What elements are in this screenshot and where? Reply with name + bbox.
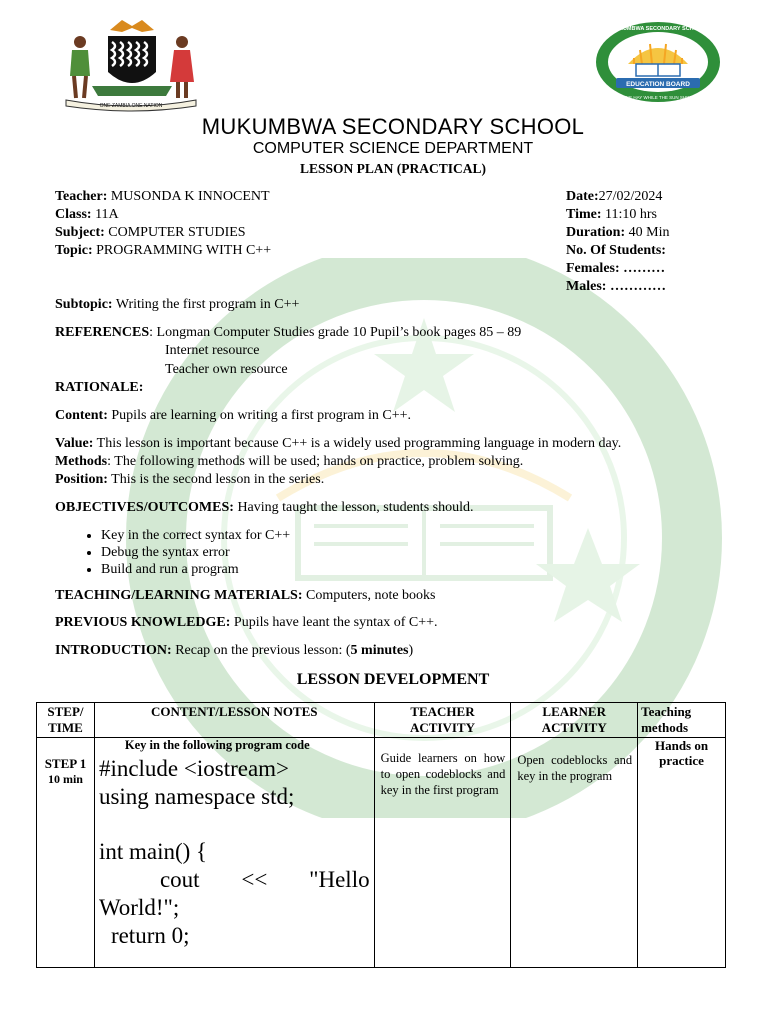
teacher-activity-cell: Guide learners on how to open codeblocks and key in the first program <box>374 738 511 968</box>
references-value: : Longman Computer Studies grade 10 Pupil’s book pages 85 – 89 <box>149 325 522 340</box>
code-operator: << <box>241 867 268 892</box>
students-label: No. Of Students: <box>566 243 666 258</box>
subject-value: COMPUTER STUDIES <box>104 225 246 240</box>
code-string: "Hello <box>309 867 370 892</box>
class-value: 11A <box>91 207 119 222</box>
males-label: Males: <box>566 279 607 294</box>
code-cout: cout <box>159 867 200 892</box>
teacher-label: Teacher: <box>55 189 108 204</box>
code-line-main: int main() { <box>98 839 208 864</box>
introduction-value: Recap on the previous lesson: ( <box>171 643 351 658</box>
teacher-line <box>55 188 270 206</box>
references-label: REFERENCES <box>55 325 150 340</box>
header-methods-label: methods <box>641 720 689 735</box>
objectives-list <box>74 527 290 578</box>
previous-knowledge-value: Pupils have leant the syntax of C++. <box>230 615 438 630</box>
objectives-value: Having taught the lesson, students should. <box>233 500 474 515</box>
lesson-plan-title: LESSON PLAN (PRACTICAL) <box>299 161 487 176</box>
coat-of-arms-logo <box>62 16 200 112</box>
table-header-row <box>37 703 726 738</box>
introduction-label: INTRODUCTION: <box>55 643 172 658</box>
objective-item: • Build and run a program <box>101 561 290 578</box>
code-line-return: return 0; <box>110 923 190 948</box>
previous-knowledge-line <box>55 614 438 632</box>
references-item-3: Teacher own resource <box>165 362 288 377</box>
header-content-label: CONTENT/LESSON NOTES <box>151 704 318 719</box>
value-text: This lesson is important because C++ is a widely used programming language in modern day. <box>93 436 622 451</box>
class-line <box>55 206 119 224</box>
svg-text:EDUCATION BOARD: EDUCATION BOARD <box>626 81 690 88</box>
date-value: 27/02/2024 <box>598 189 663 204</box>
date-label: Date: <box>566 189 599 204</box>
methods-label: Methods <box>55 454 108 469</box>
objective-item: • Key in the correct syntax for C++ <box>101 527 290 544</box>
content-value: Pupils are learning on writing a first program in C++. <box>107 408 412 423</box>
teaching-method-cell <box>638 738 726 968</box>
males-value: ………… <box>606 279 666 294</box>
time-label: Time: <box>566 207 602 222</box>
previous-knowledge-label: PREVIOUS KNOWLEDGE: <box>55 615 231 630</box>
materials-label: TEACHING/LEARNING MATERIALS: <box>55 588 303 603</box>
method-line-2: practice <box>659 753 704 768</box>
time-value: 11:10 hrs <box>601 207 657 222</box>
duration-label: Duration: <box>566 225 626 240</box>
svg-text:MUKUMBWA SECONDARY SCHOOL: MUKUMBWA SECONDARY SCHOOL <box>610 26 706 32</box>
svg-text:MAKE HAY WHILE THE SUN SHINES: MAKE HAY WHILE THE SUN SHINES <box>619 95 697 100</box>
subtopic-line <box>55 296 299 314</box>
content-line <box>55 407 411 425</box>
lesson-development-title: LESSON DEVELOPMENT <box>296 671 490 688</box>
position-line <box>55 471 324 489</box>
males-line <box>566 278 666 296</box>
code-blank-line <box>99 811 370 838</box>
svg-text:ONE ZAMBIA ONE NATION: ONE ZAMBIA ONE NATION <box>99 103 163 109</box>
header-learner-activity <box>511 703 638 738</box>
methods-line <box>55 453 523 471</box>
methods-value: : The following methods will be used; hands on practice, problem solving. <box>107 454 524 469</box>
method-line-1: Hands on <box>654 738 709 753</box>
header-learner-activity-label: ACTIVITY <box>541 720 607 735</box>
subtopic-value: Writing the first program in C++ <box>112 297 300 312</box>
step-time: 10 min <box>47 772 83 786</box>
lesson-development-table <box>36 702 726 968</box>
code-block <box>99 755 370 950</box>
introduction-end: ) <box>408 643 414 658</box>
topic-value: PROGRAMMING WITH C++ <box>92 243 272 258</box>
subject-line <box>55 224 246 242</box>
students-line <box>566 242 666 260</box>
females-label: Females: <box>566 261 620 276</box>
learner-activity-cell: Open codeblocks and key in the program <box>511 738 638 968</box>
time-line <box>566 206 657 224</box>
position-label: Position: <box>55 472 108 487</box>
step-name: STEP 1 <box>44 756 87 771</box>
references-line <box>55 324 521 342</box>
teacher-value: MUSONDA K INNOCENT <box>107 189 270 204</box>
position-value: This is the second lesson in the series. <box>107 472 325 487</box>
rationale-heading <box>55 379 143 397</box>
header-content <box>94 703 374 738</box>
code-line-include: #include <iostream> <box>98 756 290 781</box>
females-value: ……… <box>619 261 666 276</box>
materials-value: Computers, note books <box>302 588 436 603</box>
females-line <box>566 260 665 278</box>
step-cell <box>37 738 95 968</box>
header-teacher-activity <box>374 703 511 738</box>
code-line-cout <box>99 866 370 894</box>
header-learner-label: LEARNER <box>542 704 606 719</box>
table-row <box>37 738 726 968</box>
topic-line <box>55 242 271 260</box>
subtopic-label: Subtopic: <box>55 297 113 312</box>
school-name: MUKUMBWA SECONDARY SCHOOL <box>201 114 585 139</box>
header-step-label: STEP/ <box>47 704 84 719</box>
duration-value: 40 Min <box>625 225 670 240</box>
header-step-time <box>37 703 95 738</box>
date-line <box>566 188 662 206</box>
value-line <box>55 435 621 453</box>
rationale-label: RATIONALE: <box>55 380 144 395</box>
objective-item: • Debug the syntax error <box>101 544 290 561</box>
header-teaching-label: Teaching <box>641 704 692 719</box>
value-label: Value: <box>55 436 94 451</box>
code-line-world: World!"; <box>98 895 180 920</box>
header-time-label: TIME <box>48 720 83 735</box>
subject-label: Subject: <box>55 225 105 240</box>
code-line-namespace: using namespace std; <box>98 784 295 809</box>
department-name: COMPUTER SCIENCE DEPARTMENT <box>252 140 534 157</box>
materials-line <box>55 587 436 605</box>
topic-label: Topic: <box>55 243 93 258</box>
objectives-label: OBJECTIVES/OUTCOMES: <box>55 500 234 515</box>
content-heading: Key in the following program code <box>124 738 310 752</box>
duration-line <box>566 224 669 242</box>
header-teaching-methods <box>638 703 726 738</box>
school-badge-logo <box>594 20 722 104</box>
objectives-line <box>55 499 473 517</box>
content-label: Content: <box>55 408 108 423</box>
class-label: Class: <box>55 207 92 222</box>
header-teacher-label: TEACHER <box>410 704 475 719</box>
introduction-duration: 5 minutes <box>350 643 409 658</box>
references-item-2: Internet resource <box>165 343 260 358</box>
header-teacher-activity-label: ACTIVITY <box>409 720 475 735</box>
introduction-line <box>55 642 413 660</box>
content-cell <box>94 738 374 968</box>
